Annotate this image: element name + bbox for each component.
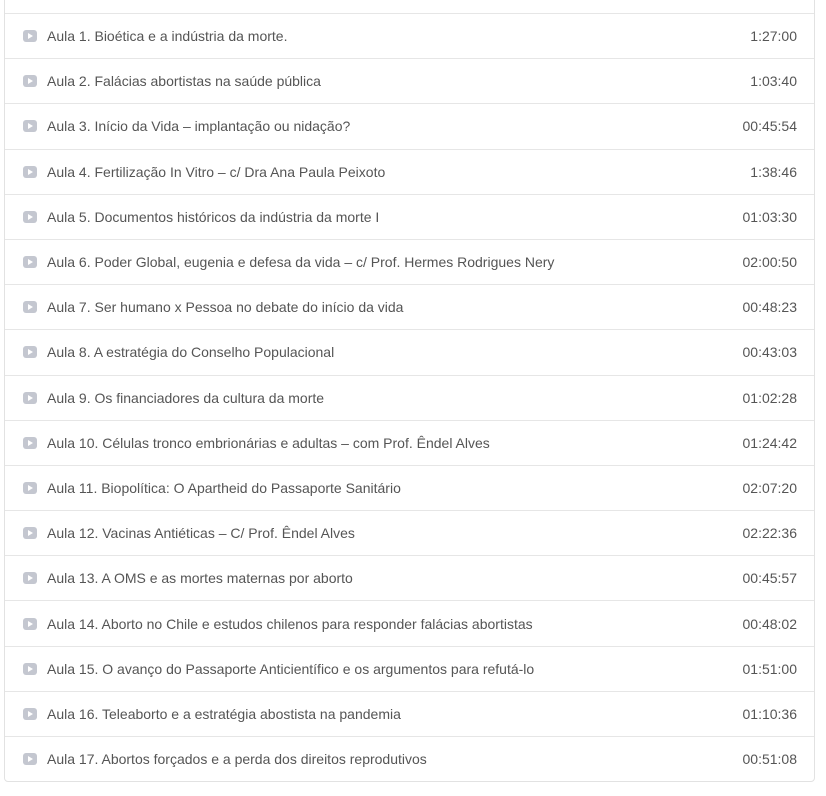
lesson-row[interactable] [5, 420, 814, 465]
play-icon [23, 618, 37, 630]
lesson-title[interactable]: Aula 6. Poder Global, eugenia e defesa da vida – c/ Prof. Hermes Rodrigues Nery [47, 254, 555, 271]
lesson-row[interactable] [5, 58, 814, 103]
lesson-title[interactable]: Aula 8. A estratégia do Conselho Populacional [47, 344, 335, 361]
lesson-duration: 02:00:50 [742, 254, 797, 271]
play-icon [23, 708, 37, 720]
lesson-title[interactable]: Aula 4. Fertilização In Vitro – c/ Dra Ana Paula Peixoto [47, 163, 386, 180]
lesson-duration: 02:22:36 [742, 525, 797, 542]
lesson-row[interactable] [5, 239, 814, 284]
lesson-title[interactable]: Aula 11. Biopolítica: O Apartheid do Passaporte Sanitário [47, 479, 401, 496]
lesson-row[interactable] [5, 13, 814, 58]
lesson-row[interactable] [5, 555, 814, 600]
lesson-row[interactable] [5, 736, 814, 781]
play-icon [23, 663, 37, 675]
lesson-row[interactable] [5, 103, 814, 148]
lesson-duration: 00:45:57 [742, 570, 797, 587]
lesson-duration: 00:45:54 [742, 118, 797, 135]
lesson-duration: 00:51:08 [742, 751, 797, 768]
play-icon [23, 256, 37, 268]
play-icon [23, 75, 37, 87]
play-icon [23, 437, 37, 449]
lesson-title[interactable]: Aula 7. Ser humano x Pessoa no debate do início da vida [47, 299, 404, 316]
lesson-title[interactable]: Aula 14. Aborto no Chile e estudos chilenos para responder falácias abortistas [47, 615, 533, 632]
lesson-duration: 01:10:36 [742, 705, 797, 722]
lesson-row[interactable] [5, 646, 814, 691]
lesson-row[interactable] [5, 284, 814, 329]
lesson-row[interactable] [5, 375, 814, 420]
lesson-title[interactable]: Aula 3. Início da Vida – implantação ou nidação? [47, 118, 351, 135]
play-icon [23, 120, 37, 132]
lesson-title[interactable]: Aula 13. A OMS e as mortes maternas por aborto [47, 570, 353, 587]
lesson-title[interactable]: Aula 16. Teleaborto e a estratégia abostista na pandemia [47, 705, 401, 722]
lesson-duration: 1:38:46 [750, 163, 797, 180]
lesson-row[interactable] [5, 194, 814, 239]
play-icon [23, 392, 37, 404]
lesson-row[interactable] [5, 691, 814, 736]
lesson-title[interactable]: Aula 5. Documentos históricos da indústria da morte I [47, 208, 380, 225]
lesson-duration: 00:43:03 [742, 344, 797, 361]
play-icon [23, 211, 37, 223]
lesson-duration: 1:03:40 [750, 73, 797, 90]
lesson-title[interactable]: Aula 12. Vacinas Antiéticas – C/ Prof. Êndel Alves [47, 525, 355, 542]
lesson-title[interactable]: Aula 17. Abortos forçados e a perda dos direitos reprodutivos [47, 751, 427, 768]
lesson-row[interactable] [5, 329, 814, 374]
lesson-title[interactable]: Aula 15. O avanço do Passaporte Anticientífico e os argumentos para refutá-lo [47, 660, 535, 677]
lesson-row[interactable] [5, 600, 814, 645]
lesson-duration: 01:24:42 [742, 434, 797, 451]
lesson-duration: 00:48:02 [742, 615, 797, 632]
lesson-title[interactable]: Aula 9. Os financiadores da cultura da morte [47, 389, 325, 406]
lesson-duration: 02:07:20 [742, 479, 797, 496]
play-icon [23, 346, 37, 358]
lesson-duration: 00:48:23 [742, 299, 797, 316]
play-icon [23, 30, 37, 42]
play-icon [23, 527, 37, 539]
lesson-row[interactable] [5, 465, 814, 510]
lesson-row[interactable] [5, 510, 814, 555]
lesson-title[interactable]: Aula 2. Falácias abortistas na saúde pública [47, 73, 321, 90]
play-icon [23, 301, 37, 313]
lesson-duration: 01:02:28 [742, 389, 797, 406]
play-icon [23, 482, 37, 494]
lesson-row[interactable] [5, 149, 814, 194]
lesson-title[interactable]: Aula 1. Bioética e a indústria da morte. [47, 28, 288, 45]
play-icon [23, 753, 37, 765]
lesson-duration: 1:27:00 [750, 28, 797, 45]
play-icon [23, 166, 37, 178]
lesson-list [4, 0, 815, 782]
play-icon [23, 572, 37, 584]
lesson-title[interactable]: Aula 10. Células tronco embrionárias e adultas – com Prof. Êndel Alves [47, 434, 490, 451]
lesson-duration: 01:51:00 [742, 660, 797, 677]
lesson-duration: 01:03:30 [742, 208, 797, 225]
